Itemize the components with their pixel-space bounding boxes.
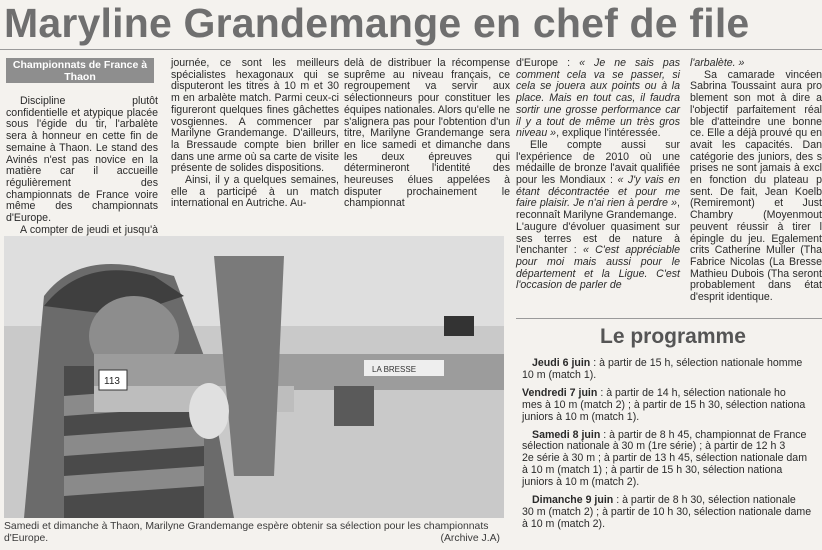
programme-entry: Vendredi 7 juin : à partir de 14 h, sélection nationale ho mes à 10 m (match 2) ; à partir de 15 h 30, sélection nationa juniors à 10 m (match 1). bbox=[522, 386, 806, 423]
section-kicker: Championnats de France à Thaon bbox=[6, 58, 154, 83]
photo-caption bbox=[4, 521, 504, 550]
paragraph: delà de distribuer la récompense suprême au niveau français, ce regroupement va servir aux sélectionneurs pour constituer les équipes nationales. Alors qu'elle ne s'alignera pas pour l'obtention d'un titre, Marilyne Grandemange sera en lice samedi et dimanche dans les deux épreuves qui détermineront l'identité des heureuses élues appelées à disputer prochainement le championnat bbox=[344, 57, 510, 210]
photo-credit: (Archive J.A) bbox=[440, 533, 500, 544]
rifle-brand-label: LA BRESSE bbox=[372, 365, 417, 374]
programme-entry: Dimanche 9 juin : à partir de 8 h 30, sélection nationale 30 m (match 2) ; à partir de 10 h 30, sélection nationale dame à 10 m (match 2). bbox=[522, 494, 812, 530]
bib-number: 113 bbox=[104, 376, 120, 387]
caption-text: Samedi et dimanche à Thaon, Marilyne Grandemange espère obtenir sa sélection pour les championnats d'Europe. bbox=[4, 521, 489, 544]
headline: Maryline Grandemange en chef de file bbox=[4, 0, 750, 46]
paragraph: l'arbalète. » bbox=[690, 57, 745, 69]
paragraph: journée, ce sont les meilleurs spécialistes hexagonaux qui se disputeront les titres à 10 m et 30 m en arbalète match. Parmi ceux-ci figureront quelques fines gâchettes vosgiennes. A commencer par Marilyne Grandemange. D'ailleurs, la Bressaude compte bien briller dans une arme où sa carte de visite présente de solides dispositions. bbox=[171, 57, 339, 175]
programme-day: Vendredi 7 juin bbox=[522, 386, 598, 399]
programme-list bbox=[522, 358, 822, 528]
paragraph: Discipline plutôt confidentielle et atypique placée sous l'égide du tir, l'arbalète sera à honneur en cette fin de semaine à Thaon. Le stand des Avinés n'est pas novice en la matière car il accueille régulièrement des championnats de France voire même des championnats d'Europe. bbox=[6, 95, 158, 225]
paragraph: Ainsi, il y a quelques semaines, elle a participé à un match international en Autriche. Au- bbox=[171, 174, 339, 210]
article-column-3 bbox=[344, 58, 510, 236]
photo-illustration bbox=[4, 236, 504, 518]
article-column-4 bbox=[516, 58, 680, 308]
paragraph: A compter de jeudi et jusqu'à bbox=[20, 223, 158, 236]
headline-rule bbox=[0, 49, 822, 50]
programme-day: Dimanche 9 juin bbox=[532, 494, 614, 507]
paragraph: L'augure d'évoluer quasiment sur ses terres est de nature à l'enchanter : « C'est appréciable pour moi mais aussi pour le département et la Ligue. C'est l'occasion de parler de bbox=[516, 220, 680, 292]
paragraph: d'Europe : « Je ne sais pas comment cela va se passer, si cela se jouera aux points ou à la place. Mais en tout cas, il faudra sortir une grosse performance car il y a tout de même un très gros niveau », explique l'intéressée. bbox=[516, 57, 681, 140]
programme-rule bbox=[516, 318, 822, 319]
article-column-2 bbox=[171, 58, 339, 236]
programme-title: Le programme bbox=[600, 325, 746, 348]
programme-day: Jeudi 6 juin bbox=[532, 357, 591, 369]
programme-day: Samedi 8 juin bbox=[532, 428, 601, 441]
article-photo bbox=[4, 236, 504, 518]
paragraph: Elle compte aussi sur l'expérience de 2010 où une médaille de bronze l'avait qualifiée pour les Mondiaux : « J'y vais en étant décontractée et pour me faire plaisir. Je n'ai rien à perdre », reconnaît Marilyne Grandemange. bbox=[516, 138, 680, 222]
article-column-5 bbox=[690, 57, 822, 304]
paragraph: Sa camarade vincéen Sabrina Toussaint aura pro blement son mot à dire a l'objectif parfaitement réal ble d'atteindre une bonne ce. Elle a déjà prouvé qu en avait les capacités. Dan catégorie des juniors, des s prises ne sont jamais à excl en fonction du plateau p sent. De fait, Jean Koelb (Remiremont) et Just Chambry (Moyenmout peuvent réussir à tirer l épingle du jeu. Egalement crits Catherine Muller (Tha Fabrice Nicolas (La Bresse Mathieu Dubois (Tha seront probablement dans état d'esprit identique. bbox=[690, 68, 822, 304]
programme-entry: Samedi 8 juin : à partir de 8 h 45, championnat de France sélection nationale à 30 m (1re série) ; à partir de 12 h 3 2e série à 30 m ; à partir de 13 h 45, sélection nationale dam à 10 m (match 1) ; à partir de 15 h 30, sélection nationa juniors à 10 m (match 2). bbox=[522, 428, 808, 489]
article-column-1 bbox=[6, 96, 158, 236]
programme-entry: Jeudi 6 juin : à partir de 15 h, sélection nationale homme 10 m (match 1). bbox=[522, 357, 803, 381]
